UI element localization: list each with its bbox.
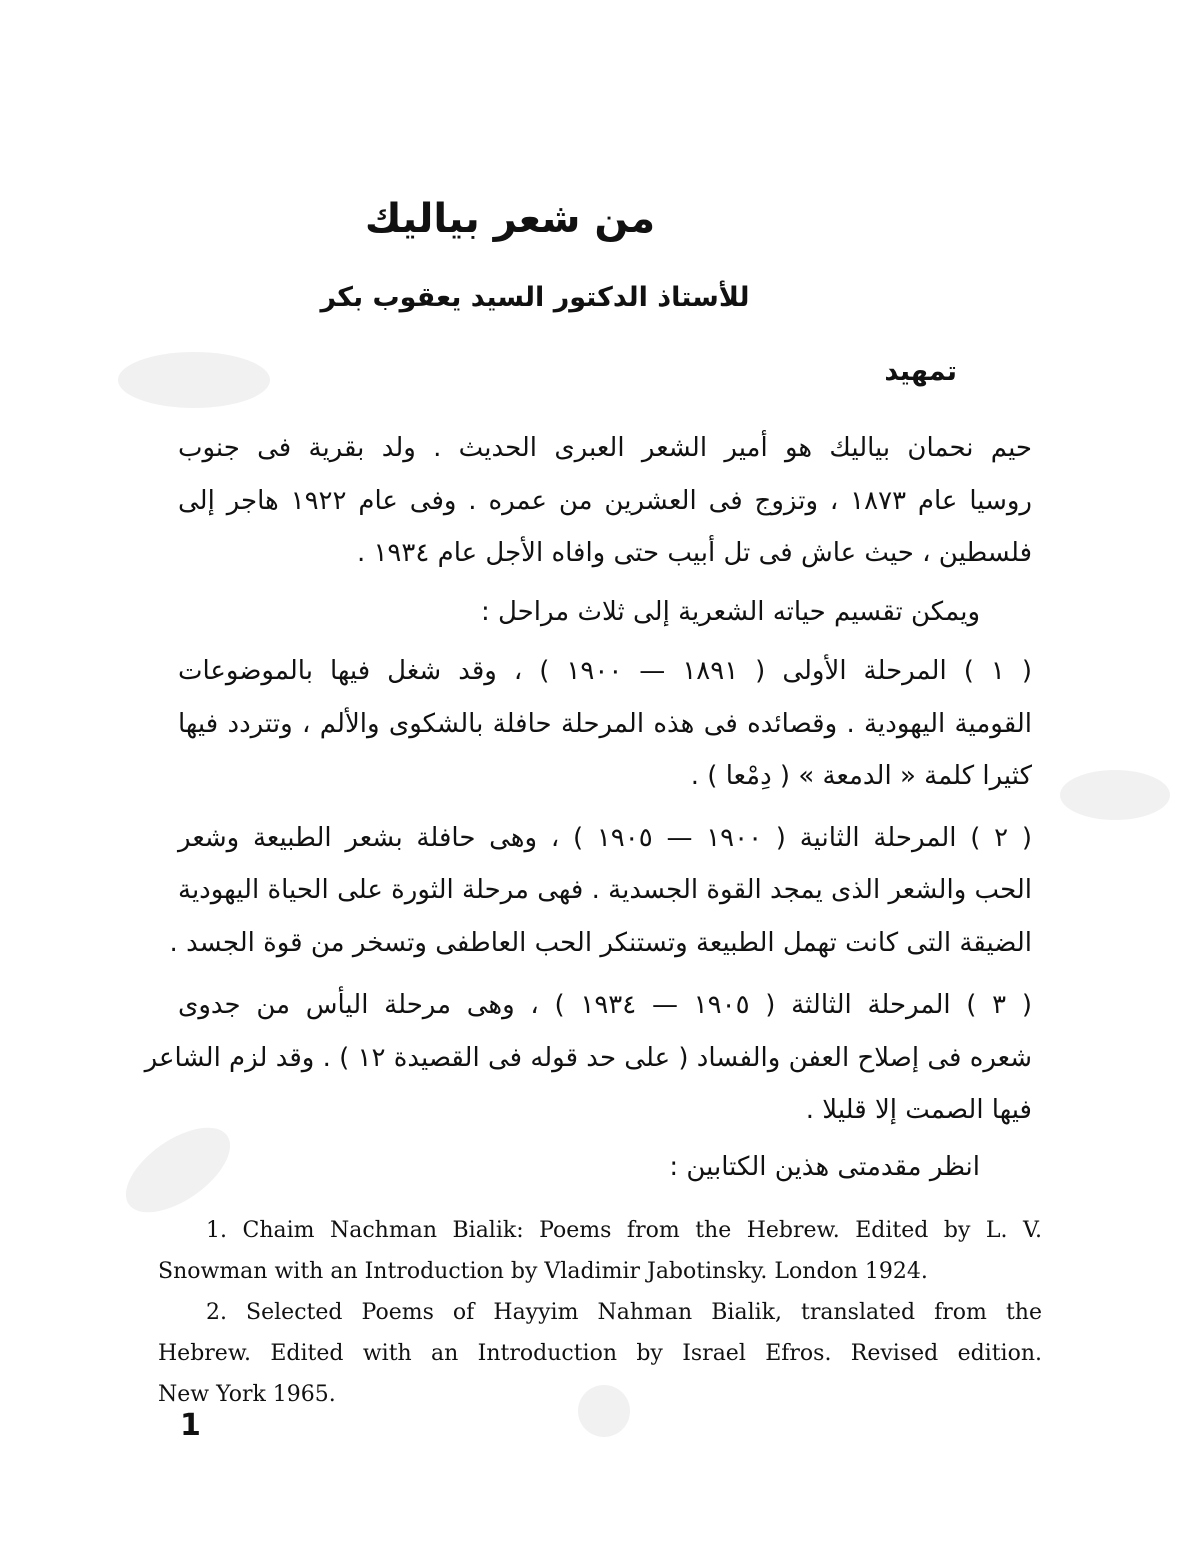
document-author: للأستاذ الدكتور السيد يعقوب بكر [320, 282, 750, 313]
reference-1-line: 1. Chaim Nachman Bialik: Poems from the Hebrew. Edited by L. V. [206, 1218, 1042, 1243]
stage3-line: ( ٣ ) المرحلة الثالثة ( ١٩٠٥ — ١٩٣٤ ) ، وهى مرحلة اليأس من جدوى [178, 990, 1032, 1020]
stage3-line: شعره فى إصلاح العفن والفساد ( على حد قوله فى القصيدة ١٢ ) . وقد لزم الشاعر [144, 1043, 1032, 1073]
stage1-line: كثيرا كلمة « الدمعة » ( دِمْعا ) . [690, 761, 1032, 791]
intro-line: حيم نحمان بياليك هو أمير الشعر العبرى الحديث . ولد بقرية فى جنوب [178, 433, 1032, 463]
page-number: 1 [180, 1408, 201, 1443]
reference-1-line: Snowman with an Introduction by Vladimir Jabotinsky. London 1924. [158, 1259, 928, 1284]
section-heading: تمهيد [884, 356, 957, 387]
stage3-line: فيها الصمت إلا قليلا . [805, 1095, 1032, 1125]
references-intro: انظر مقدمتى هذين الكتابين : [669, 1152, 980, 1182]
intro-line: فلسطين ، حيث عاش فى تل أبيب حتى وافاه الأجل عام ١٩٣٤ . [356, 538, 1032, 568]
stage1-line: ( ١ ) المرحلة الأولى ( ١٨٩١ — ١٩٠٠ ) ، وقد شغل فيها بالموضوعات [178, 656, 1033, 686]
scan-smudge [112, 1111, 245, 1229]
scan-smudge [1060, 770, 1170, 820]
scan-smudge [118, 352, 270, 408]
document-title: من شعر بياليك [364, 196, 656, 242]
stage2-line: ( ٢ ) المرحلة الثانية ( ١٩٠٠ — ١٩٠٥ ) ، وهى حافلة بشعر الطبيعة وشعر [178, 823, 1032, 853]
scan-smudge [578, 1385, 630, 1437]
stage2-line: الحب والشعر الذى يمجد القوة الجسدية . فهى مرحلة الثورة على الحياة اليهودية [178, 875, 1032, 905]
stages-intro: ويمكن تقسيم حياته الشعرية إلى ثلاث مراحل : [480, 597, 980, 627]
stage1-line: القومية اليهودية . وقصائده فى هذه المرحلة حافلة بالشكوى والألم ، وتتردد فيها [178, 709, 1032, 739]
reference-2-line: Hebrew. Edited with an Introduction by Israel Efros. Revised edition. [158, 1341, 1042, 1366]
stage2-line: الضيقة التى كانت تهمل الطبيعة وتستنكر الحب العاطفى وتسخر من قوة الجسد . [169, 928, 1032, 958]
reference-2-line: New York 1965. [158, 1382, 336, 1407]
reference-2-line: 2. Selected Poems of Hayyim Nahman Bialik, translated from the [206, 1300, 1042, 1325]
intro-line: روسيا عام ١٨٧٣ ، وتزوج فى العشرين من عمره . وفى عام ١٩٢٢ هاجر إلى [178, 486, 1032, 516]
